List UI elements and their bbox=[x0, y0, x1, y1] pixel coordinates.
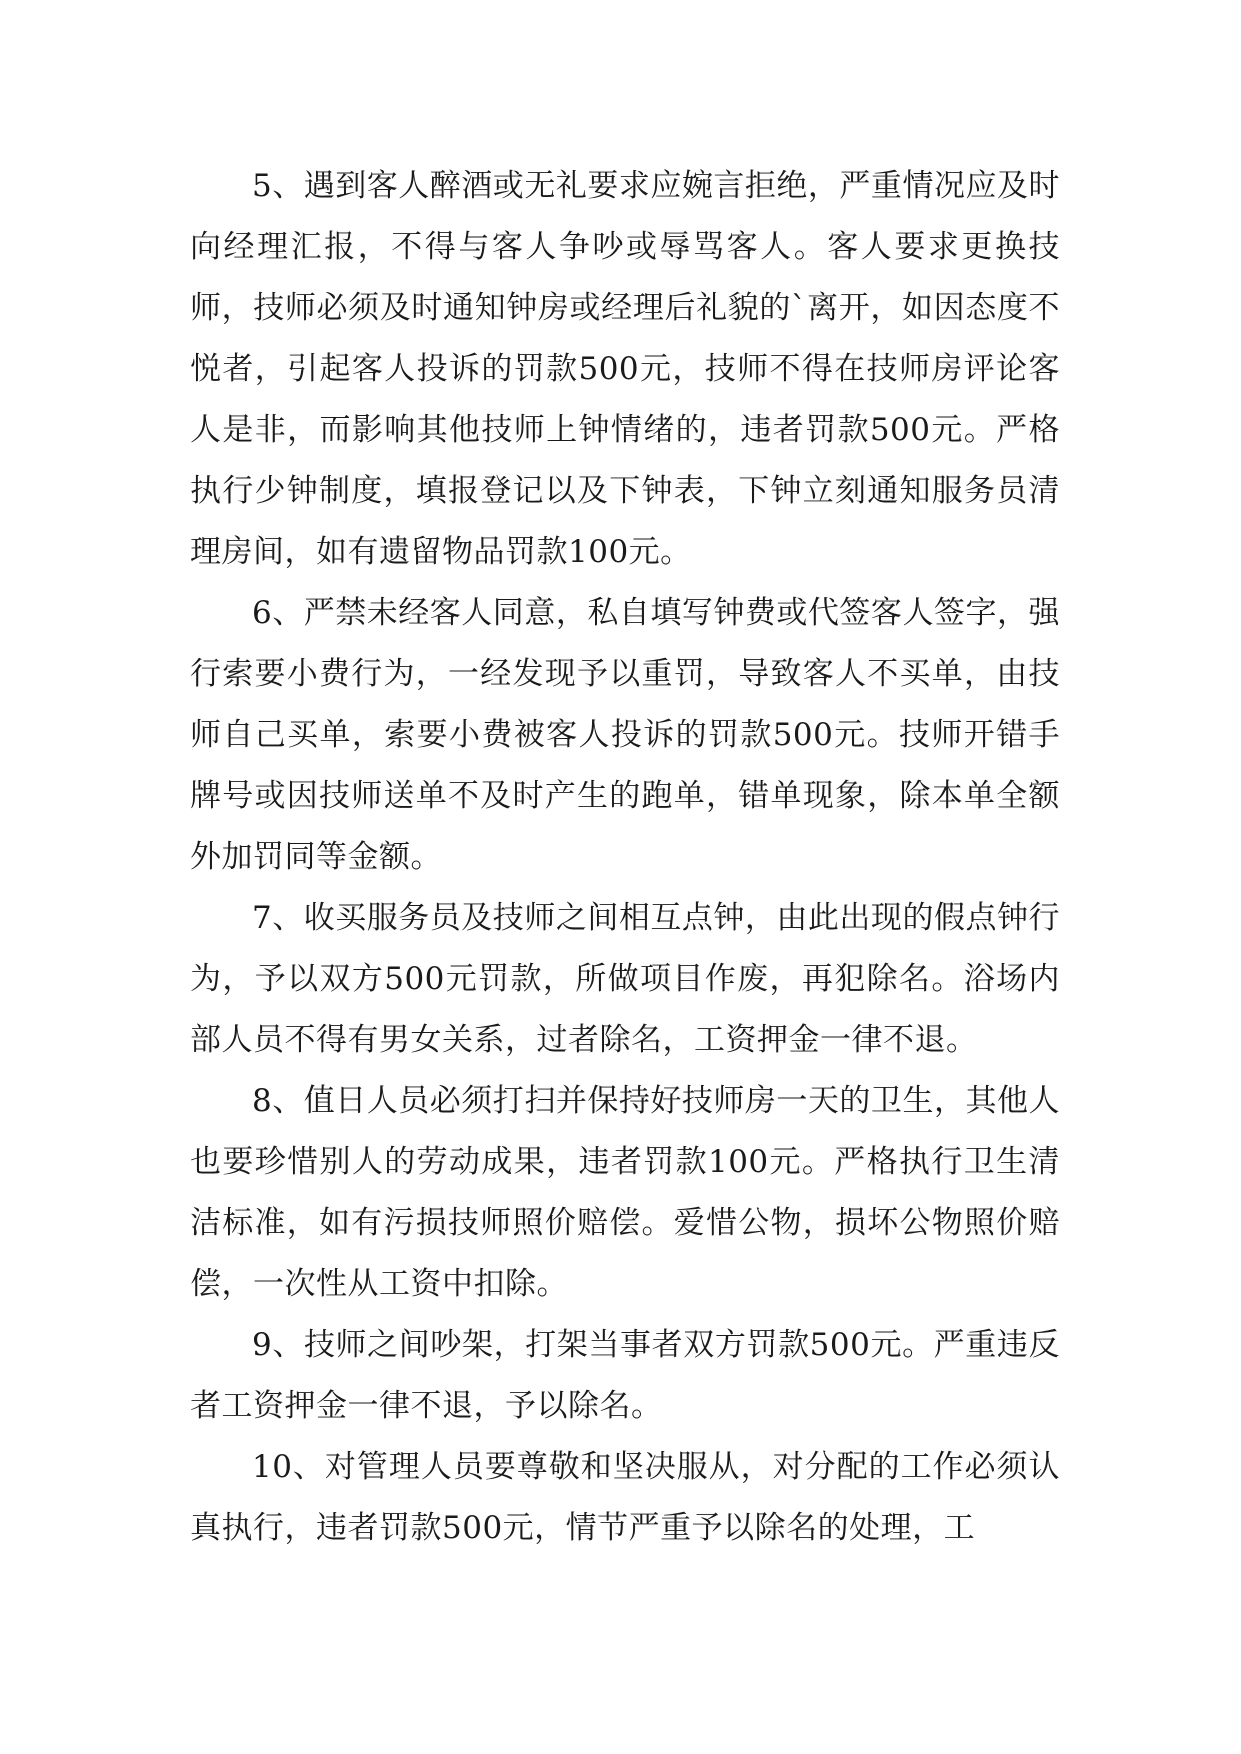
paragraph-rule-8: 8、值日人员必须打扫并保持好技师房一天的卫生，其他人也要珍惜别人的劳动成果，违者罚款100元。严格执行卫生清洁标准，如有污损技师照价赔偿。爱惜公物，损坏公物照价赔偿，一次性从工资中扣除。 bbox=[190, 1083, 1060, 1302]
paragraph-rule-7: 7、收买服务员及技师之间相互点钟，由此出现的假点钟行为，予以双方500元罚款，所做项目作废，再犯除名。浴场内部人员不得有男女关系，过者除名，工资押金一律不退。 bbox=[190, 900, 1060, 1058]
paragraph-rule-10: 10、对管理人员要尊敬和坚决服从，对分配的工作必须认真执行，违者罚款500元，情节严重予以除名的处理，工 bbox=[190, 1449, 1060, 1546]
paragraph-rule-5: 5、遇到客人醉酒或无礼要求应婉言拒绝，严重情况应及时向经理汇报，不得与客人争吵或辱骂客人。客人要求更换技师，技师必须及时通知钟房或经理后礼貌的`离开，如因态度不悦者，引起客人投诉的罚款500元，技师不得在技师房评论客人是非，而影响其他技师上钟情绪的，违者罚款500元。严格执行少钟制度，填报登记以及下钟表，下钟立刻通知服务员清理房间，如有遗留物品罚款100元。 bbox=[190, 168, 1060, 570]
paragraph-rule-9: 9、技师之间吵架，打架当事者双方罚款500元。严重违反者工资押金一律不退，予以除名。 bbox=[190, 1327, 1060, 1424]
paragraph-rule-6: 6、严禁未经客人同意，私自填写钟费或代签客人签字，强行索要小费行为，一经发现予以重罚，导致客人不买单，由技师自己买单，索要小费被客人投诉的罚款500元。技师开错手牌号或因技师送单不及时产生的跑单，错单现象，除本单全额外加罚同等金额。 bbox=[190, 595, 1060, 875]
document-body bbox=[190, 156, 1060, 1559]
